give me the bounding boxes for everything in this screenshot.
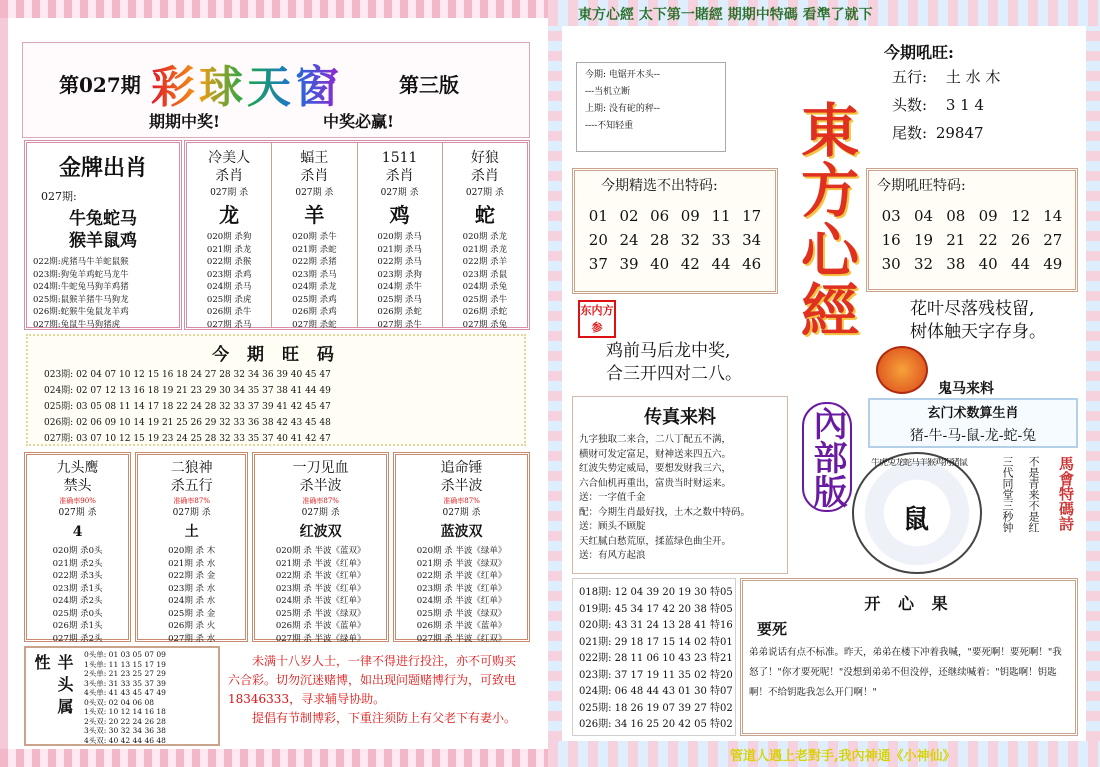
number-cell: 01 bbox=[588, 207, 608, 225]
jingxuan-numbers bbox=[583, 207, 767, 273]
number-cell: 20 bbox=[588, 231, 608, 249]
chuanzhen-line: 天红腻白愁荒原，揉蓝绿色曲尘开。 bbox=[579, 535, 732, 547]
halfhead-row: 3头单: 31 33 35 37 39 bbox=[84, 678, 166, 688]
four-col-value: 蓝波双 bbox=[440, 524, 483, 540]
kill-row: 021期 杀龙 bbox=[206, 244, 252, 255]
side-vertical-a: 三代同堂三秒钟 bbox=[1001, 456, 1014, 533]
wuxing-label: 五行: bbox=[892, 68, 928, 86]
kill-col-title: 1511 bbox=[381, 150, 418, 166]
kill-row: 020期 杀龙 bbox=[462, 232, 508, 242]
four-col bbox=[393, 452, 530, 642]
riddle-line: 今期: 电锯开木头-- bbox=[585, 70, 660, 80]
kill-col-title: 好狼 bbox=[470, 150, 499, 166]
big-title: 東方心經 bbox=[791, 100, 859, 340]
kill-row: 024期 杀马 bbox=[206, 282, 252, 292]
slogan-right: 中奖必赢! bbox=[323, 112, 395, 131]
history-row: 021期: 29 18 17 15 14 02 特01 bbox=[579, 636, 733, 648]
halfhead-row: 2头单: 21 23 25 27 29 bbox=[84, 669, 166, 678]
four-col-issue: 027期 杀 bbox=[172, 508, 211, 518]
four-col-row: 024期 杀2头 bbox=[52, 596, 103, 606]
jinpai-history-row: 026期:蛇猴牛兔鼠龙羊鸡 bbox=[33, 307, 129, 317]
kill-row: 027期 杀牛 bbox=[377, 319, 422, 330]
four-col-rate: 准确率87% bbox=[443, 497, 480, 505]
halfhead-row: 0头双: 02 04 06 08 bbox=[84, 697, 155, 707]
xuanmen-seq: 猪-牛-马-鼠-龙-蛇-兔 bbox=[909, 428, 1037, 444]
halfhead-rows bbox=[80, 648, 170, 744]
verse-line: 鸡前马后龙中奖, bbox=[606, 341, 731, 361]
wangma-row: 023期: 02 04 07 10 12 15 16 18 24 27 28 32 34 36 39 40 45 47 bbox=[44, 370, 331, 380]
kill-zodiac-panel bbox=[184, 140, 530, 330]
four-col-row: 027期 杀 水 bbox=[168, 633, 216, 644]
number-cell: 06 bbox=[650, 207, 670, 225]
four-col-row: 023期 杀 半波《红单》 bbox=[275, 583, 366, 594]
wangma-row: 024期: 02 07 12 13 16 18 19 21 23 29 30 34 35 37 38 41 44 49 bbox=[44, 386, 331, 396]
issue-number: 第027期 bbox=[59, 73, 141, 97]
masthead-title: 彩球天窗 bbox=[151, 51, 343, 115]
kill-col-issue: 027期 杀 bbox=[295, 188, 334, 198]
number-cell: 24 bbox=[619, 231, 639, 249]
number-cell: 26 bbox=[1010, 231, 1031, 249]
number-cell: 17 bbox=[742, 207, 762, 225]
history-row: 019期: 45 34 17 42 20 38 特05 bbox=[579, 603, 733, 615]
four-col-subtitle: 杀半波 bbox=[440, 478, 483, 494]
kill-row: 022期 杀马 bbox=[377, 257, 422, 267]
history-row: 024期: 06 48 44 43 01 30 特07 bbox=[579, 686, 733, 697]
jinpai-history-row: 022期:虎猪马牛羊蛇鼠猴 bbox=[33, 257, 129, 267]
number-cell: 42 bbox=[680, 255, 700, 273]
kill-row: 022期 杀猪 bbox=[292, 257, 337, 267]
four-col-row: 024期 杀 半波《红单》 bbox=[416, 596, 507, 606]
kill-col-title: 蝠王 bbox=[300, 150, 329, 166]
xuanmen-title: 玄门术数算生肖 bbox=[927, 406, 1019, 421]
four-col-row: 022期 杀3头 bbox=[52, 571, 103, 581]
kill-col-value: 羊 bbox=[304, 203, 325, 227]
history-row: 022期: 28 11 06 10 43 23 特21 bbox=[579, 653, 733, 664]
four-col-subtitle: 杀半波 bbox=[299, 478, 342, 494]
number-cell: 40 bbox=[650, 255, 670, 273]
kill-col-subtitle: 杀肖 bbox=[300, 168, 329, 184]
riddle-line: ---当机立断 bbox=[585, 87, 631, 97]
kill-col-subtitle: 杀肖 bbox=[385, 168, 414, 184]
number-cell: 12 bbox=[1010, 207, 1031, 225]
jinpai-history bbox=[33, 256, 179, 331]
masthead bbox=[22, 42, 530, 138]
kill-row: 025期 杀虎 bbox=[206, 294, 252, 305]
kill-col bbox=[271, 143, 356, 330]
jinpai-history-row: 024期:牛蛇兔马狗羊鸡猪 bbox=[33, 282, 129, 292]
four-col-title: 一刀见血 bbox=[292, 460, 349, 476]
kill-row: 026期 杀蛇 bbox=[462, 307, 508, 317]
side-vertical-b: 不是青来不是红 bbox=[1027, 456, 1040, 533]
kill-col-subtitle: 杀肖 bbox=[470, 168, 499, 184]
kill-col bbox=[442, 143, 527, 330]
four-col-issue: 027期 杀 bbox=[442, 508, 481, 518]
four-col-row: 025期 杀 半波《绿双》 bbox=[275, 608, 366, 619]
side-vertical-c: 馬會特碼詩 bbox=[1057, 456, 1075, 531]
four-col-title: 九头鹰 bbox=[56, 460, 99, 476]
tiger-caption: 鬼马来料 bbox=[938, 381, 994, 397]
number-cell: 32 bbox=[913, 255, 934, 273]
tail-value: 29847 bbox=[935, 124, 984, 142]
jinpai-line2: 猴羊鼠鸡 bbox=[69, 231, 137, 251]
history-panel bbox=[572, 578, 736, 736]
kill-row: 022期 杀猴 bbox=[206, 257, 252, 267]
number-cell: 03 bbox=[881, 207, 901, 225]
kill-col bbox=[357, 143, 442, 330]
right-top-banner: 東方心經 太下第一賭經 期期中特碼 看準了就下 bbox=[578, 7, 873, 23]
four-col-row: 023期 杀1头 bbox=[52, 583, 103, 594]
four-col-row: 024期 杀 半波《红单》 bbox=[275, 596, 366, 606]
four-col-row: 027期 杀 半波《红双》 bbox=[416, 633, 507, 644]
kill-row: 021期 杀马 bbox=[377, 244, 422, 255]
four-col-row: 026期 杀 火 bbox=[168, 621, 216, 631]
number-cell: 08 bbox=[946, 207, 966, 225]
xuanmen-panel bbox=[868, 398, 1078, 448]
kill-col-subtitle: 杀肖 bbox=[215, 168, 244, 184]
number-cell: 27 bbox=[1043, 231, 1063, 249]
head-label: 头数: bbox=[892, 96, 928, 114]
chuanzhen-line: 九字独取二来合，二八丁配五不满， bbox=[579, 434, 732, 445]
tiger-icon bbox=[876, 346, 928, 394]
houwang-title: 今期吼旺: bbox=[884, 43, 954, 62]
four-col-row: 025期 杀0头 bbox=[52, 608, 103, 619]
chuanzhen-line: 送：一字值千金 bbox=[579, 492, 646, 503]
number-cell: 37 bbox=[588, 255, 608, 273]
four-col-row: 020期 杀 木 bbox=[168, 546, 216, 556]
kaixin-body: 弟弟说话有点不标准。昨天，弟弟在楼下冲着我喊，"要死啊！要死啊！"我怒了！"你才要死呢！"没想到弟弟不但没停，还继续喊着："钥匙啊！钥匙啊！不给钥匙我怎么开门啊！" bbox=[749, 647, 1062, 698]
zodiac-ring: 牛虎兔龙蛇马羊猴鸡狗猪鼠 bbox=[870, 458, 967, 468]
kill-row: 026期 杀鸡 bbox=[292, 307, 337, 317]
four-col-rate: 准确率87% bbox=[302, 497, 339, 505]
kaixin-title: 开 心 果 bbox=[864, 594, 954, 613]
kill-col-value: 蛇 bbox=[474, 203, 495, 227]
chuanzhen-panel bbox=[572, 396, 788, 574]
halfhead-row: 1头单: 11 13 15 17 19 bbox=[84, 659, 166, 669]
halfhead-row: 0头单: 01 03 05 07 09 bbox=[84, 650, 166, 659]
four-col-row: 022期 杀 金 bbox=[168, 571, 216, 581]
four-col bbox=[135, 452, 248, 642]
four-col-issue: 027期 杀 bbox=[58, 508, 97, 518]
four-col-subtitle: 杀五行 bbox=[170, 478, 213, 494]
kill-row: 023期 杀鸡 bbox=[206, 269, 252, 280]
verse-right bbox=[910, 298, 1080, 348]
history-row: 018期: 12 04 39 20 19 30 特05 bbox=[579, 587, 733, 598]
four-col-row: 021期 杀 半波《绿双》 bbox=[416, 558, 507, 569]
halfhead-row: 2头双: 20 22 24 26 28 bbox=[84, 716, 166, 726]
chuanzhen-line: 横财可发定富足，财神送来四五六。 bbox=[579, 448, 732, 460]
four-col-subtitle: 禁头 bbox=[63, 478, 92, 494]
four-col-row: 026期 杀1头 bbox=[52, 621, 103, 631]
number-cell: 09 bbox=[978, 207, 998, 225]
number-cell: 04 bbox=[913, 207, 934, 225]
number-cell: 33 bbox=[711, 231, 731, 249]
chuanzhen-line: 红波失势定威局，要想发财我三六， bbox=[579, 463, 732, 474]
history-row: 025期: 18 26 19 07 39 27 特02 bbox=[579, 702, 733, 714]
chuanzhen-title: 传真来料 bbox=[644, 407, 716, 428]
wangma-panel bbox=[26, 334, 526, 446]
four-col-row: 021期 杀 半波《红单》 bbox=[275, 558, 366, 569]
four-col-row: 022期 杀 半波《红单》 bbox=[416, 571, 507, 581]
four-col-row: 026期 杀 半波《蓝单》 bbox=[416, 621, 507, 631]
edition-label: 第三版 bbox=[399, 73, 459, 97]
kill-col bbox=[187, 143, 271, 330]
four-col-row: 026期 杀 半波《蓝单》 bbox=[275, 621, 366, 631]
kill-col-title: 冷美人 bbox=[208, 150, 251, 166]
four-col-value: 红波双 bbox=[299, 524, 342, 540]
notice-text: 未满十八岁人士，一律不得进行投注，亦不可购买六合彩。切勿沉迷赌博，如出现问题赌博行为，可致电18346333，寻求辅导协助。 bbox=[228, 654, 517, 706]
jinpai-title: 金牌出肖 bbox=[58, 155, 147, 181]
halfhead-panel bbox=[24, 646, 220, 746]
tail-label: 尾数: bbox=[892, 124, 928, 142]
kill-row: 027期 杀兔 bbox=[462, 319, 508, 330]
halfhead-row: 4头单: 41 43 45 47 49 bbox=[84, 688, 166, 697]
kill-col-issue: 027期 杀 bbox=[380, 188, 419, 198]
jinpai-history-row: 027期:兔鼠牛马狗猪虎 bbox=[33, 319, 121, 330]
kill-col-issue: 027期 杀 bbox=[210, 188, 249, 198]
riddle-line: 上期: 没有砣的秤-- bbox=[585, 104, 660, 114]
wangma-row: 025期: 03 05 08 11 14 17 18 22 24 28 32 33 37 39 41 42 45 47 bbox=[44, 402, 331, 412]
kaixin-head: 要死 bbox=[757, 620, 788, 638]
right-bottom-banner: 管道人遇上老對手,我內神通《小神仙》 bbox=[730, 749, 956, 764]
four-col-row: 020期 杀 半波《绿单》 bbox=[416, 546, 507, 556]
verse-left bbox=[606, 340, 794, 390]
chuanzhen-line: 六合仙机再重出，富贵当时财运来。 bbox=[579, 477, 732, 489]
number-cell: 40 bbox=[978, 255, 998, 273]
four-col-row: 020期 杀0头 bbox=[52, 546, 103, 556]
kill-row: 025期 杀鸡 bbox=[292, 294, 337, 305]
verse-line: 合三开四对二八。 bbox=[606, 364, 742, 384]
kill-col-value: 鸡 bbox=[389, 203, 410, 227]
four-col-rate: 准确率87% bbox=[173, 497, 210, 505]
four-col-row: 022期 杀 半波《红单》 bbox=[275, 571, 366, 581]
kill-row: 024期 杀牛 bbox=[377, 282, 422, 292]
stamp: 东内方参 bbox=[578, 300, 616, 338]
kill-row: 026期 杀蛇 bbox=[377, 307, 422, 317]
kill-row: 023期 杀鼠 bbox=[462, 269, 508, 280]
kill-col-issue: 027期 杀 bbox=[465, 188, 504, 198]
kill-row: 021期 杀蛇 bbox=[292, 244, 337, 255]
four-col-row: 020期 杀 半波《蓝双》 bbox=[275, 546, 366, 556]
number-cell: 16 bbox=[881, 231, 901, 249]
kill-row: 027期 杀马 bbox=[206, 319, 252, 330]
history-row: 023期: 37 17 19 11 35 02 特20 bbox=[579, 669, 733, 681]
jingxuan-panel bbox=[572, 168, 778, 294]
chuanzhen-line: 配：今期生肖最好找，土木之数中特码。 bbox=[579, 506, 751, 518]
chuanzhen-line: 送：有风方起浪 bbox=[579, 550, 646, 561]
four-col bbox=[252, 452, 389, 642]
right-right-border bbox=[1086, 26, 1100, 741]
history-list bbox=[579, 585, 735, 734]
wangma-row: 026期: 02 06 09 10 14 19 21 25 26 29 32 33 36 38 42 43 45 48 bbox=[44, 418, 331, 428]
jinpai-issue: 027期: bbox=[41, 190, 77, 203]
four-col bbox=[24, 452, 131, 642]
houwang-panel bbox=[872, 44, 1082, 162]
number-cell: 21 bbox=[946, 231, 966, 249]
four-col-row: 025期 杀 半波《绿双》 bbox=[416, 608, 507, 619]
four-col-issue: 027期 杀 bbox=[301, 508, 340, 518]
kill-row: 021期 杀龙 bbox=[462, 244, 508, 255]
four-col-row: 023期 杀 半波《红单》 bbox=[416, 583, 507, 594]
kill-col-value: 龙 bbox=[219, 203, 240, 227]
chuanzhen-lines bbox=[579, 433, 783, 564]
zodiac-center: 鼠 bbox=[903, 505, 930, 535]
number-cell: 32 bbox=[680, 231, 700, 249]
four-col-value: 4 bbox=[72, 524, 83, 540]
four-col-row: 023期 杀 水 bbox=[168, 583, 216, 594]
kaixin-panel bbox=[740, 578, 1078, 736]
jinpai-history-row: 023期:狗兔羊鸡蛇马龙牛 bbox=[33, 269, 129, 280]
number-cell: 30 bbox=[881, 255, 901, 273]
zodiac-wheel bbox=[852, 452, 982, 574]
head-value: 3 1 4 bbox=[945, 96, 985, 114]
wangma-rows bbox=[44, 367, 524, 447]
wuxing-value: 土 水 木 bbox=[945, 68, 1001, 86]
four-col-panel bbox=[24, 452, 530, 642]
jinpai-line1: 牛兔蛇马 bbox=[69, 209, 137, 229]
big-subtitle: 內部版 bbox=[802, 402, 852, 512]
four-col-row: 027期 杀 半波《绿单》 bbox=[275, 633, 366, 644]
number-cell: 34 bbox=[742, 231, 762, 249]
jinpai-panel bbox=[24, 140, 182, 330]
four-col-title: 追命锤 bbox=[440, 460, 483, 476]
number-cell: 22 bbox=[978, 231, 998, 249]
kill-row: 024期 杀兔 bbox=[462, 282, 508, 292]
houwang-te-panel bbox=[866, 168, 1078, 292]
kill-row: 023期 杀狗 bbox=[377, 269, 422, 280]
kill-row: 022期 杀羊 bbox=[462, 257, 508, 267]
four-col-row: 024期 杀 水 bbox=[168, 596, 216, 606]
kill-row: 023期 杀马 bbox=[292, 269, 337, 280]
kill-row: 024期 杀龙 bbox=[292, 282, 337, 292]
right-left-border bbox=[548, 26, 562, 741]
chuanzhen-line: 送：顾头不顾腚 bbox=[579, 521, 646, 532]
number-cell: 46 bbox=[742, 255, 762, 273]
number-cell: 39 bbox=[619, 255, 639, 273]
four-col-row: 027期 杀2头 bbox=[52, 633, 103, 644]
four-col-value: 土 bbox=[184, 524, 199, 540]
verse-line: 树体触天字存身。 bbox=[910, 322, 1046, 342]
number-cell: 09 bbox=[680, 207, 700, 225]
number-cell: 02 bbox=[619, 207, 639, 225]
number-cell: 14 bbox=[1043, 207, 1063, 225]
halfhead-row: 4头双: 40 42 44 46 48 bbox=[84, 735, 166, 745]
houwang-te-numbers bbox=[875, 207, 1069, 273]
four-col-rate: 准确率90% bbox=[59, 497, 96, 505]
four-col-title: 二狼神 bbox=[170, 460, 213, 476]
halfhead-row: 3头双: 30 32 34 36 38 bbox=[84, 726, 166, 735]
slogan-left: 期期中奖! bbox=[149, 112, 221, 131]
number-cell: 19 bbox=[913, 231, 934, 249]
notice-panel bbox=[228, 652, 526, 746]
wangma-row: 027期: 03 07 10 12 15 19 23 24 25 28 32 33 35 37 40 41 42 47 bbox=[44, 434, 331, 444]
left-side-border bbox=[0, 18, 8, 749]
kill-row: 027期 杀蛇 bbox=[292, 319, 337, 330]
kill-row: 020期 杀牛 bbox=[292, 232, 337, 242]
four-col-row: 021期 杀 水 bbox=[168, 558, 216, 569]
wangma-title: 今 期 旺 码 bbox=[212, 345, 340, 365]
number-cell: 28 bbox=[650, 231, 670, 249]
four-col-row: 021期 杀2头 bbox=[52, 558, 103, 569]
riddle-line: ----不知轻重 bbox=[585, 121, 634, 131]
houwang-te-title: 今期吼旺特码: bbox=[877, 178, 966, 194]
number-cell: 38 bbox=[946, 255, 966, 273]
kill-row: 025期 杀马 bbox=[377, 294, 422, 305]
number-cell: 44 bbox=[711, 255, 731, 273]
number-cell: 11 bbox=[711, 207, 731, 225]
halfhead-label: 半头属性 bbox=[32, 654, 74, 720]
jinpai-history-row: 025期:鼠猴羊猪牛马狗龙 bbox=[33, 294, 129, 305]
kill-row: 020期 杀马 bbox=[377, 232, 422, 242]
history-row: 026期: 34 16 25 20 42 05 特02 bbox=[579, 719, 733, 730]
four-col-row: 025期 杀 金 bbox=[168, 608, 216, 619]
left-bottom-border bbox=[0, 749, 548, 767]
number-cell: 49 bbox=[1043, 255, 1063, 273]
kill-row: 020期 杀狗 bbox=[206, 232, 252, 242]
notice-text-2: 提倡有节制博彩，下重注须防上有父老下有妻小。 bbox=[252, 711, 517, 725]
halfhead-row: 1头双: 10 12 14 16 18 bbox=[84, 707, 166, 716]
left-top-border bbox=[0, 0, 548, 18]
kill-row: 026期 杀牛 bbox=[206, 307, 252, 317]
verse-line: 花叶尽落残枝留, bbox=[910, 299, 1035, 319]
number-cell: 44 bbox=[1010, 255, 1031, 273]
riddle-box bbox=[576, 62, 726, 152]
kill-row: 025期 杀牛 bbox=[462, 294, 508, 305]
jingxuan-title: 今期精选不出特码: bbox=[601, 178, 718, 194]
history-row: 020期: 43 31 24 13 28 41 特16 bbox=[579, 620, 733, 631]
